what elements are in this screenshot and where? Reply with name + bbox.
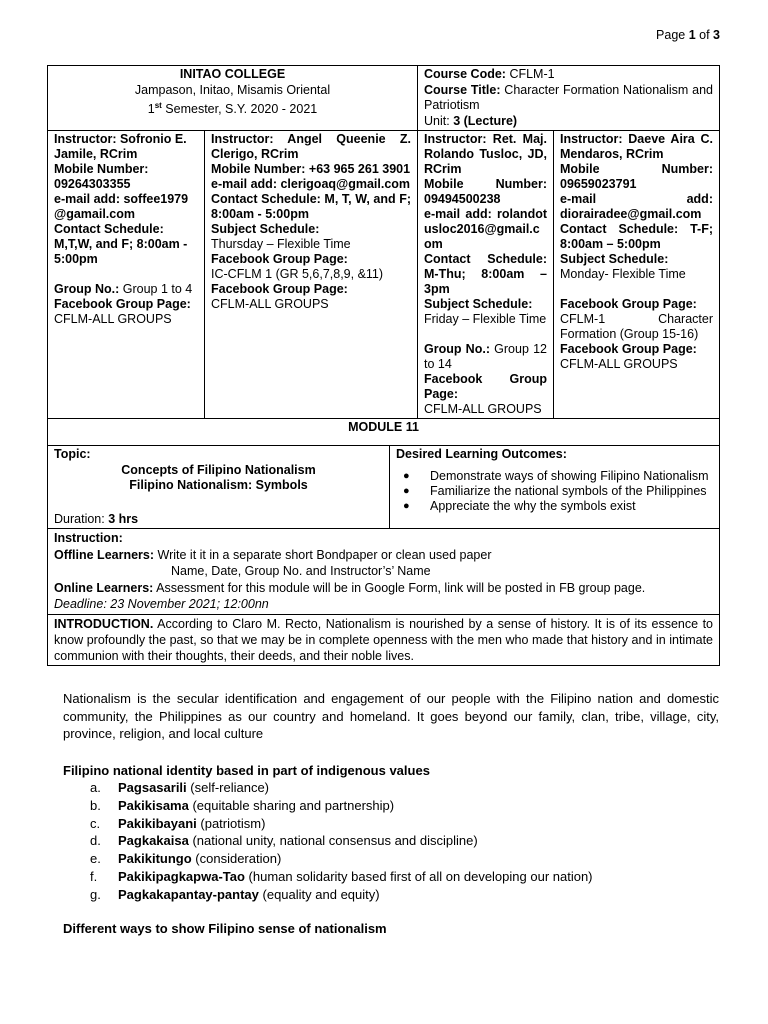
duration: Duration: 3 hrs	[54, 511, 139, 526]
online-learners: Online Learners: Assessment for this module will be in Google Form, link will be posted in FB group page.	[54, 580, 646, 595]
introduction-cell: INTRODUCTION. According to Claro M. Recto, Nationalism is nourished by a sense of history. It is of its essence to know profoundly the past, so that we may be in complete openness with the men who made that history and in intimate communion with their thoughts, their deeds, and their noble lives.	[48, 614, 720, 665]
college-info	[48, 66, 418, 131]
list-item: d. Pagkakaisa (national unity, national consensus and discipline)	[90, 833, 478, 849]
topic-line-2: Filipino Nationalism: Symbols	[129, 478, 308, 492]
instruction-row	[48, 529, 720, 615]
offline-learners: Offline Learners: Write it it in a separate short Bondpaper or clean used paper	[54, 547, 492, 562]
outcomes-cell: Desired Learning Outcomes: ● Demonstrate ways of showing Filipino Nationalism ● Familiarize the national symbols of the Philippines ● Appreciate the why the symbols exist	[390, 446, 720, 529]
header-row	[48, 66, 720, 131]
topic-line-1: Concepts of Filipino Nationalism	[121, 462, 316, 477]
topic-cell: Topic: Concepts of Filipino Nationalism Filipino Nationalism: Symbols Duration: 3 hrs	[48, 446, 390, 529]
list-item: a. Pagsasarili (self-reliance)	[90, 780, 270, 795]
instructor-1: Instructor: Sofronio E. Jamile, RCrim Mobile Number: 09264303355 e-mail add: soffee1979@gamail.com Contact Schedule: M,T,W, and F; 8:00am - 5:00pm Group No.: Group 1 to 4 Facebook Group Page: CFLM-ALL GROUPS	[48, 131, 205, 419]
course-unit: Unit: 3 (Lecture)	[424, 113, 518, 128]
page-number: Page 1 of 3	[656, 28, 720, 42]
instructors-row	[48, 131, 720, 419]
values-heading: Filipino national identity based in part of indigenous values	[63, 763, 430, 778]
outcomes-list	[396, 469, 713, 514]
course-title: Course Title: Character Formation Nationalism and Patriotism	[424, 82, 713, 112]
course-info	[418, 66, 720, 131]
instructor-2: Instructor: Angel Queenie Z. Clerigo, RCrim Mobile Number: +63 965 261 3901 e-mail add: clerigoaq@gmail.com Contact Schedule: M, T, W, and F; 8:00am - 5:00pm Subject Schedule: Thursday – Flexible Time Facebook Group Page: IC-CFLM 1 (GR 5,6,7,8,9, &11) Facebook Group Page: CFLM-ALL GROUPS	[205, 131, 418, 419]
nationalism-ways-heading: Different ways to show Filipino sense of nationalism	[63, 921, 387, 936]
college-name: INITAO COLLEGE	[179, 67, 286, 81]
topic-row	[48, 446, 720, 529]
list-item: f. Pakikipagkapwa-Tao (human solidarity based first of all on developing our nation)	[90, 868, 593, 884]
list-item: e. Pakikitungo (consideration)	[90, 851, 282, 867]
introduction-row	[48, 614, 720, 665]
outcome-item: ● Familiarize the national symbols of the Philippines	[396, 484, 713, 499]
instruction-cell: Instruction: Offline Learners: Write it it in a separate short Bondpaper or clean used paper Name, Date, Group No. and Instructor’s’ Name Online Learners: Assessment for this module will be in Google Form, link will be posted in FB group page. Deadline: 23 November 2021; 12:00nn	[48, 529, 720, 615]
course-code: Course Code: CFLM-1	[424, 67, 555, 81]
instructor-3: Instructor: Ret. Maj. Rolando Tusloc, JD, RCrim Mobile Number: 09494500238 e-mail add: rolandotusloc2016@gmail.com Contact Schedule: M-Thu; 8:00am – 3pm Subject Schedule: Friday – Flexible Time Group No.: Group 12 to 14 Facebook Group Page: CFLM-ALL GROUPS	[418, 131, 554, 419]
values-list	[63, 779, 593, 904]
list-item: c. Pakikibayani (patriotism)	[90, 815, 266, 831]
deadline: Deadline: 23 November 2021; 12:00nn	[54, 597, 269, 611]
outcome-item: ● Appreciate the why the symbols exist	[396, 499, 713, 514]
college-address: Jampason, Initao, Misamis Oriental	[134, 82, 331, 97]
outcome-item: ● Demonstrate ways of showing Filipino Nationalism	[396, 469, 713, 484]
course-info-table	[47, 65, 720, 666]
instructor-4: Instructor: Daeve Aira C. Mendaros, RCrim Mobile Number: 09659023791 e-mail add: diorairadee@gmail.com Contact Schedule: T-F; 8:00am – 5:00pm Subject Schedule: Monday- Flexible Time Facebook Group Page: CFLM-1 Character Formation (Group 15-16) Facebook Group Page: CFLM-ALL GROUPS	[554, 131, 720, 419]
module-row	[48, 419, 720, 446]
list-item: b. Pakikisama (equitable sharing and partnership)	[90, 797, 395, 813]
nationalism-paragraph: Nationalism is the secular identification and engagement of our people with the Filipino nation and domestic community, the Philippines as our country and homeland. It goes beyond our family, clan, tribe, village, city, province, religion, and local culture	[63, 691, 719, 741]
module-title: MODULE 11	[48, 419, 720, 446]
list-item: g. Pagkakapantay-pantay (equality and equity)	[90, 886, 380, 902]
semester: 1st Semester, S.Y. 2020 - 2021	[147, 101, 318, 117]
